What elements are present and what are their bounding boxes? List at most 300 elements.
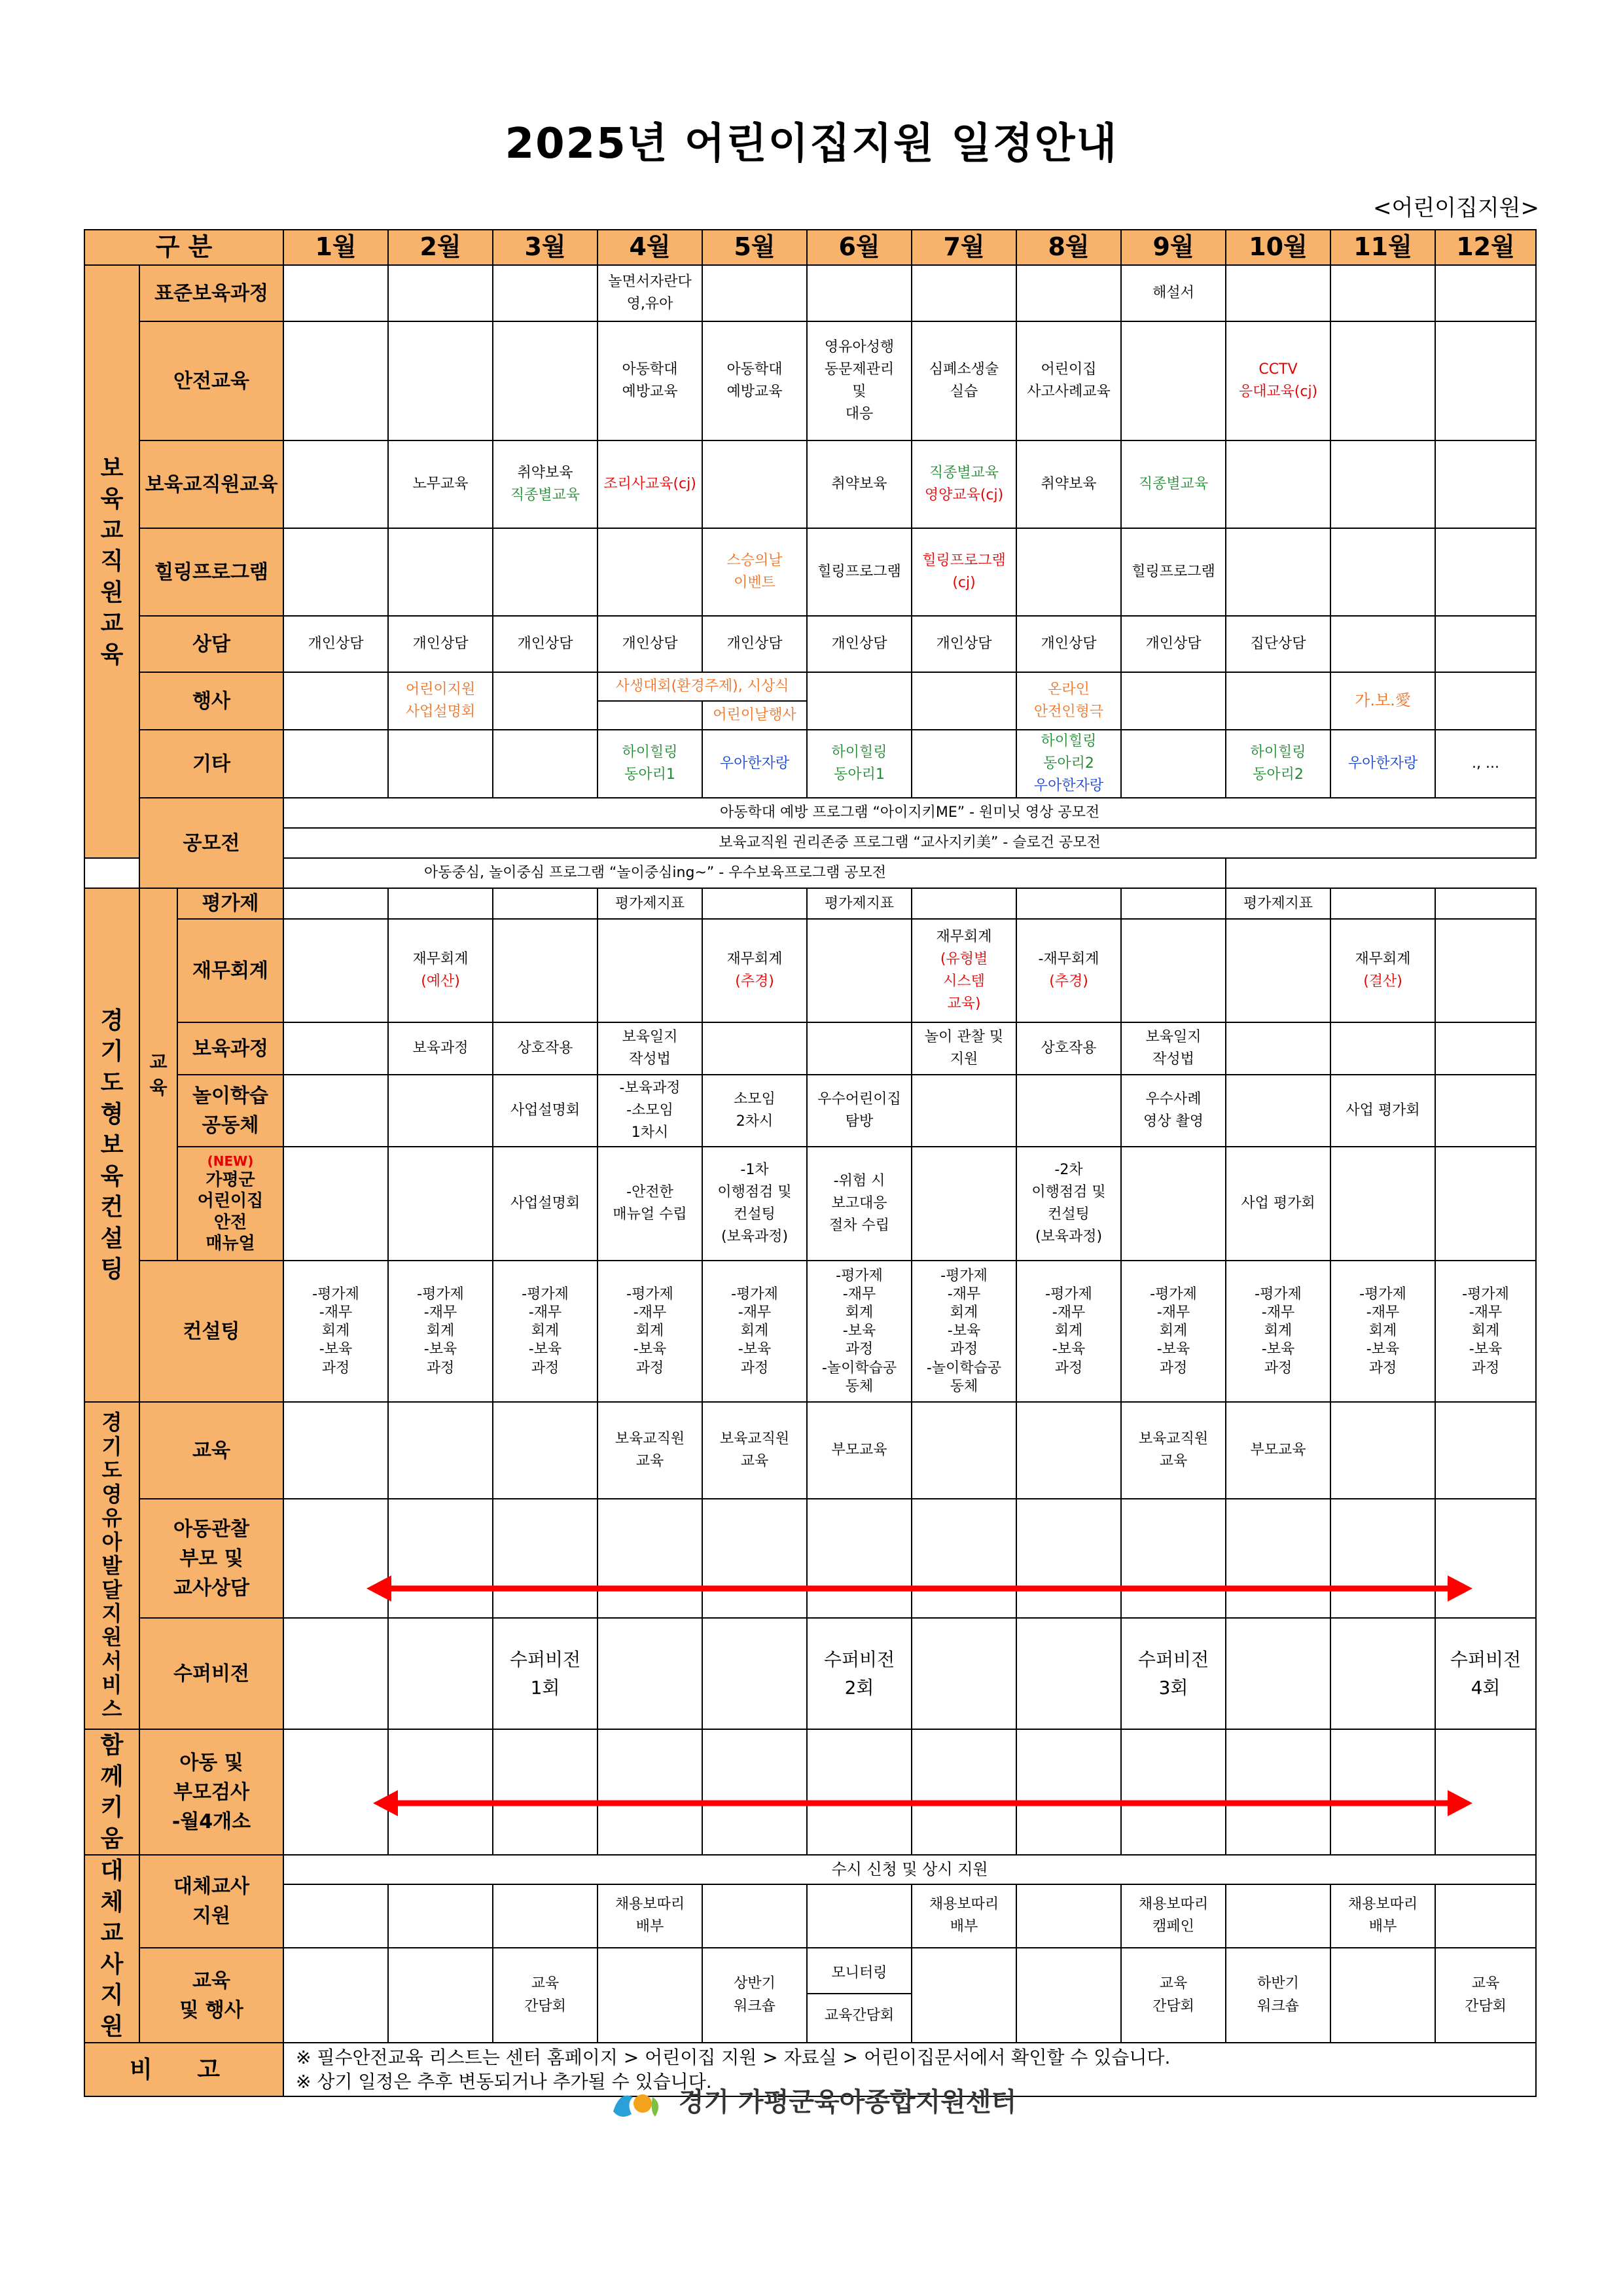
cell [912, 1147, 1016, 1261]
cell [1016, 730, 1121, 798]
cell [388, 730, 493, 798]
cell [1016, 919, 1121, 1022]
cell: -2차 이행점검 및 컨설팅 (보육과정) [1016, 1147, 1121, 1261]
row-supervision [84, 1618, 1536, 1729]
header-month: 12월 [1435, 230, 1536, 265]
cell [283, 1729, 388, 1855]
row-label: 아동 및 부모검사 -월4개소 [139, 1729, 283, 1855]
cell: -평가제 -재무 회계 -보육 과정 [388, 1261, 493, 1402]
cell [807, 672, 912, 730]
remarks-line: ※ 상기 일정은 추후 변동되거나 추가될 수 있습니다. [296, 2071, 712, 2093]
cell: -평가제 -재무 회계 -보육 과정 [1121, 1261, 1226, 1402]
cell [283, 888, 388, 919]
row-sub-teacher-2 [84, 1884, 1536, 1947]
cell: 교육 간담회 [493, 1948, 597, 2043]
cell [1330, 1402, 1435, 1499]
cell: 상호작용 [493, 1022, 597, 1075]
cell [493, 919, 597, 1022]
cell [1016, 1075, 1121, 1147]
cell [1435, 616, 1536, 672]
cell [702, 1729, 807, 1855]
remarks-label: 비 고 [84, 2043, 283, 2096]
cell [597, 1499, 702, 1618]
header-month: 3월 [493, 230, 597, 265]
cell: 부모교육 [807, 1402, 912, 1499]
page-title: 2025년 어린이집지원 일정안내 [505, 120, 1118, 168]
cell [493, 1499, 597, 1618]
cell: 부모교육 [1226, 1402, 1330, 1499]
cell [388, 1402, 493, 1499]
cell: -평가제 -재무 회계 -보육 과정 -놀이학습공 동체 [912, 1261, 1016, 1402]
header-month: 9월 [1121, 230, 1226, 265]
footer-org: 경기 가평군육아종합지원센터 [678, 2087, 1017, 2117]
header-month: 11월 [1330, 230, 1435, 265]
cell [1226, 919, 1330, 1022]
contest-line: 아동학대 예방 프로그램 “아이지키ME” - 원미닛 영상 공모전 [283, 798, 1536, 828]
cell-line: 재무회계 [1355, 951, 1411, 968]
cell [1330, 265, 1435, 321]
cell [493, 672, 597, 730]
cell: -평가제 -재무 회계 -보육 과정 [1330, 1261, 1435, 1402]
cell: 평가제지표 [597, 888, 702, 919]
cell-line: 재무회계 [412, 951, 469, 968]
row-label: 힐링프로그램 [139, 528, 283, 616]
row-healing [84, 528, 1536, 616]
cell: 스승의날 이벤트 [702, 528, 807, 616]
cell [1435, 888, 1536, 919]
cell: 힐링프로그램 [1121, 528, 1226, 616]
cell [807, 1729, 912, 1855]
cell [702, 1499, 807, 1618]
cell-line: 모니터링 [808, 1954, 911, 1994]
cell [1121, 730, 1226, 798]
category-together: 함 께 키 움 [84, 1729, 139, 1855]
row-label: 보육교직원교육 [139, 440, 283, 528]
cell-line: 재무회계 [936, 929, 992, 946]
cell [388, 265, 493, 321]
category-staff-education: 보 육 교 직 원 교 육 [84, 265, 139, 858]
cell [493, 888, 597, 919]
cell: 하반기 워크숍 [1226, 1948, 1330, 2043]
cell: 가.보.愛 [1330, 672, 1435, 730]
cell [1435, 1402, 1536, 1499]
row-label: 기타 [139, 730, 283, 798]
cell: 개인상담 [807, 616, 912, 672]
category-consulting-education: 교 육 [139, 888, 177, 1261]
cell: 개인상담 [702, 616, 807, 672]
row-label: 표준보육과정 [139, 265, 283, 321]
cell [493, 730, 597, 798]
cell [1435, 1075, 1536, 1147]
header-month: 6월 [807, 230, 912, 265]
cell [493, 1884, 597, 1947]
cell: 보육일지 작성법 [1121, 1022, 1226, 1075]
cell: 수퍼비전 3회 [1121, 1618, 1226, 1729]
cell-line: 직종별교육 [510, 487, 580, 503]
cell [1330, 1499, 1435, 1618]
cell: 개인상담 [1121, 616, 1226, 672]
cell [1121, 321, 1226, 440]
cell-line: (추경) [735, 973, 774, 990]
row-label: 컨설팅 [139, 1261, 283, 1402]
cell: 소모임 2차시 [702, 1075, 807, 1147]
cell: 보육교직원 교육 [597, 1402, 702, 1499]
cell [1330, 919, 1435, 1022]
cell [1435, 1499, 1536, 1618]
footer [0, 2081, 1623, 2123]
cell [493, 321, 597, 440]
contest-line: 아동중심, 놀이중심 프로그램 “놀이중심ing~” - 우수보육프로그램 공모전 [84, 858, 1226, 888]
cell [912, 265, 1016, 321]
cell [1330, 1147, 1435, 1261]
row-label: 안전교육 [139, 321, 283, 440]
cell: 노무교육 [388, 440, 493, 528]
cell [388, 888, 493, 919]
cell [493, 1729, 597, 1855]
cell [283, 1884, 388, 1947]
cell: 심폐소생술 실습 [912, 321, 1016, 440]
cell [1226, 1618, 1330, 1729]
cell [1330, 321, 1435, 440]
row-observation [84, 1499, 1536, 1618]
cell [1121, 919, 1226, 1022]
cell [283, 672, 388, 730]
cell [283, 1948, 388, 2043]
cell-line: (결산) [1363, 973, 1402, 990]
header-month: 8월 [1016, 230, 1121, 265]
cell [912, 1402, 1016, 1499]
row-contest-2 [84, 828, 1536, 858]
cell [1121, 1147, 1226, 1261]
cell [1330, 440, 1435, 528]
cell: 수퍼비전 2회 [807, 1618, 912, 1729]
header-month: 5월 [702, 230, 807, 265]
cell: 영유아성행 동문제관리 및 대응 [807, 321, 912, 440]
cell: 놀면서자란다 영,유아 [597, 265, 702, 321]
schedule-table [84, 229, 1537, 2097]
row-label: 행사 [139, 672, 283, 730]
cell [388, 321, 493, 440]
cell: 사생대회(환경주제), 시상식 [597, 672, 807, 701]
row-together [84, 1729, 1536, 1855]
row-etc [84, 730, 1536, 798]
cell: 평가제지표 [807, 888, 912, 919]
cell [807, 1884, 912, 1947]
cell [1226, 1884, 1330, 1947]
cell: 해설서 [1121, 265, 1226, 321]
cell: -평가제 -재무 회계 -보육 과정 [1226, 1261, 1330, 1402]
cell [702, 1022, 807, 1075]
cell [912, 1618, 1016, 1729]
cell [1435, 265, 1536, 321]
row-standard [84, 265, 1536, 321]
cell: 취약보육 [1016, 440, 1121, 528]
cell [1330, 528, 1435, 616]
cell [597, 701, 702, 730]
cell [1435, 1147, 1536, 1261]
cell [807, 1022, 912, 1075]
cell [388, 1075, 493, 1147]
row-event [84, 672, 1536, 701]
cell [283, 528, 388, 616]
row-label: 재무회계 [177, 919, 283, 1022]
cell [1226, 440, 1330, 528]
cell: 하이힐링 동아리1 [597, 730, 702, 798]
cell [912, 672, 1016, 730]
cell: 교육 간담회 [1121, 1948, 1226, 2043]
row-manual [84, 1147, 1536, 1261]
cell [1330, 1022, 1435, 1075]
cell [283, 919, 388, 1022]
cell [1016, 528, 1121, 616]
row-label: 상담 [139, 616, 283, 672]
cell: 개인상담 [912, 616, 1016, 672]
cell [702, 265, 807, 321]
cell: 온라인 안전인형극 [1016, 672, 1121, 730]
cell: 직종별교육 [1121, 440, 1226, 528]
cell [283, 1402, 388, 1499]
cell [1330, 1729, 1435, 1855]
row-finance [84, 919, 1536, 1022]
row-staff [84, 440, 1536, 528]
cell: 채용보따리 캠페인 [1121, 1884, 1226, 1947]
category-substitute: 대 체 교 사 지 원 [84, 1855, 139, 2043]
row-evaluation [84, 888, 1536, 919]
cell [388, 1948, 493, 2043]
cell [1226, 672, 1330, 730]
cell [597, 528, 702, 616]
cell: 수시 신청 및 상시 지원 [283, 1855, 1536, 1884]
cell [702, 1884, 807, 1947]
cell [597, 1948, 702, 2043]
cell [1226, 1499, 1330, 1618]
cell: 사업 평가회 [1330, 1075, 1435, 1147]
row-community [84, 1075, 1536, 1147]
cell [388, 528, 493, 616]
row-label: 놀이학습 공동체 [177, 1075, 283, 1147]
cell: 어린이집 사고사례교육 [1016, 321, 1121, 440]
cell: 취약보육 [807, 440, 912, 528]
cell [283, 1147, 388, 1261]
cell [807, 1499, 912, 1618]
cell: 아동학대 예방교육 [597, 321, 702, 440]
cell [1016, 1618, 1121, 1729]
cell [1121, 888, 1226, 919]
cell [1121, 672, 1226, 730]
category-gg-consulting: 경 기 도 형 보 육 컨 설 팅 [84, 888, 139, 1402]
cell [912, 1499, 1016, 1618]
cell: 개인상담 [493, 616, 597, 672]
row-dev-edu [84, 1402, 1536, 1499]
cell: -평가제 -재무 회계 -보육 과정 [1016, 1261, 1121, 1402]
cell-line: -재무회계 [1038, 951, 1099, 968]
cell: 상호작용 [1016, 1022, 1121, 1075]
row-label: 교육 [139, 1402, 283, 1499]
cell [1016, 265, 1121, 321]
cell [702, 440, 807, 528]
cell: -평가제 -재무 회계 -보육 과정 [493, 1261, 597, 1402]
cell: 놀이 관찰 및 지원 [912, 1022, 1016, 1075]
cell: -평가제 -재무 회계 -보육 과정 -놀이학습공 동체 [807, 1261, 912, 1402]
cell [1330, 1948, 1435, 2043]
cell [388, 1618, 493, 1729]
row-contest-3 [84, 858, 1536, 888]
cell: 개인상담 [597, 616, 702, 672]
cell-line: 재무회계 [726, 951, 783, 968]
cell: 보육일지 작성법 [597, 1022, 702, 1075]
cell [1226, 1729, 1330, 1855]
row-label: 공모전 [139, 798, 283, 888]
cell-line: 교육간담회 [824, 2007, 895, 2024]
row-safety [84, 321, 1536, 440]
row-label-text: 가평군 어린이집 안전 매뉴얼 [197, 1170, 264, 1254]
contest-line: 보육교직원 권리존중 프로그램 “교사지키美” - 슬로건 공모전 [283, 828, 1536, 858]
cell [283, 1499, 388, 1618]
cell [597, 919, 702, 1022]
cell: CCTV 응대교육(cj) [1226, 321, 1330, 440]
row-sub-teacher [84, 1855, 1536, 1884]
cell [1226, 528, 1330, 616]
cell [597, 1729, 702, 1855]
cell: 힐링프로그램 [807, 528, 912, 616]
cell [1226, 1075, 1330, 1147]
cell: 보육교직원 교육 [702, 1402, 807, 1499]
cell: 집단상담 [1226, 616, 1330, 672]
row-label: 대체교사 지원 [139, 1855, 283, 1947]
cell: -평가제 -재무 회계 -보육 과정 [283, 1261, 388, 1402]
cell [283, 265, 388, 321]
row-consulting [84, 1261, 1536, 1402]
cell [283, 321, 388, 440]
cell [1226, 1022, 1330, 1075]
cell: 수퍼비전 4회 [1435, 1618, 1536, 1729]
cell: 우아한자랑 [702, 730, 807, 798]
cell [1435, 440, 1536, 528]
row-contest [84, 798, 1536, 828]
cell [283, 1618, 388, 1729]
cell [283, 730, 388, 798]
cell: 평가제지표 [1226, 888, 1330, 919]
cell: 상반기 워크숍 [702, 1948, 807, 2043]
cell [1435, 321, 1536, 440]
cell [388, 919, 493, 1022]
cell [807, 1948, 912, 2043]
header-row [84, 230, 1536, 265]
cell: -보육과정 -소모임 1차시 [597, 1075, 702, 1147]
cell [1016, 1499, 1121, 1618]
cell [1330, 1618, 1435, 1729]
cell [597, 1618, 702, 1729]
header-month: 4월 [597, 230, 702, 265]
row-curriculum [84, 1022, 1536, 1075]
cell [283, 440, 388, 528]
cell: 수퍼비전 1회 [493, 1618, 597, 1729]
cell [912, 1075, 1016, 1147]
cell-line: 취약보육 [517, 464, 573, 481]
header-division: 구 분 [84, 230, 283, 265]
cell: 우수사례 영상 촬영 [1121, 1075, 1226, 1147]
cell [807, 919, 912, 1022]
cell-line: (추경) [1049, 973, 1088, 990]
cell [1330, 616, 1435, 672]
cell [1330, 888, 1435, 919]
cell: 보육과정 [388, 1022, 493, 1075]
cell [912, 888, 1016, 919]
cell [702, 919, 807, 1022]
cell [493, 528, 597, 616]
header-month: 1월 [283, 230, 388, 265]
row-sub-event [84, 1948, 1536, 2043]
cell: 채용보따리 배부 [597, 1884, 702, 1947]
cell [493, 1402, 597, 1499]
row-counsel [84, 616, 1536, 672]
cell [493, 440, 597, 528]
cell: 어린이날행사 [702, 701, 807, 730]
row-label: 보육과정 [177, 1022, 283, 1075]
cell [388, 1884, 493, 1947]
cell: 개인상담 [1016, 616, 1121, 672]
cell: 개인상담 [388, 616, 493, 672]
cell: ., ... [1435, 730, 1536, 798]
cell-line: 영양교육(cj) [924, 487, 1004, 503]
cell: 어린이지원 사업설명회 [388, 672, 493, 730]
cell: 우아한자랑 [1330, 730, 1435, 798]
cell [1016, 888, 1121, 919]
cell [283, 1022, 388, 1075]
cell [1016, 1729, 1121, 1855]
header-month: 7월 [912, 230, 1016, 265]
cell-line: (예산) [421, 973, 460, 990]
cell: 힐링프로그램(cj) [912, 528, 1016, 616]
cell: 교육 간담회 [1435, 1948, 1536, 2043]
cell [912, 730, 1016, 798]
cell: -평가제 -재무 회계 -보육 과정 [1435, 1261, 1536, 1402]
cell: 개인상담 [283, 616, 388, 672]
cell [702, 1618, 807, 1729]
cell [1435, 528, 1536, 616]
cell [1016, 1402, 1121, 1499]
header-month: 2월 [388, 230, 493, 265]
cell: 사업설명회 [493, 1075, 597, 1147]
cell: -평가제 -재무 회계 -보육 과정 [597, 1261, 702, 1402]
row-label: 수퍼비전 [139, 1618, 283, 1729]
cell: 아동학대 예방교육 [702, 321, 807, 440]
page-subtitle: <어린이집지원> [1372, 195, 1539, 221]
cell [912, 440, 1016, 528]
cell: 하이힐링 동아리1 [807, 730, 912, 798]
remarks-line: ※ 필수안전교육 리스트는 센터 홈페이지 > 어린이집 지원 > 자료실 > 어린이집문서에서 확인할 수 있습니다. [296, 2046, 1171, 2068]
cell-line: 우아한자랑 [1033, 778, 1104, 795]
row-label: 교육 및 행사 [139, 1948, 283, 2043]
cell [1435, 1729, 1536, 1855]
category-gg-development: 경 기 도 영 유 아 발 달 지 원 서 비 스 [84, 1402, 139, 1729]
cell [1435, 919, 1536, 1022]
cell: -안전한 매뉴얼 수립 [597, 1147, 702, 1261]
cell [1121, 1499, 1226, 1618]
cell: -1차 이행점검 및 컨설팅 (보육과정) [702, 1147, 807, 1261]
cell [388, 1499, 493, 1618]
cell [283, 1075, 388, 1147]
cell [388, 1147, 493, 1261]
cell: 채용보따리 배부 [912, 1884, 1016, 1947]
cell [388, 1729, 493, 1855]
cell [1435, 672, 1536, 730]
cell: 조리사교육(cj) [597, 440, 702, 528]
cell: 채용보따리 배부 [1330, 1884, 1435, 1947]
cell-line: 하이힐링 동아리2 [1041, 733, 1097, 772]
cell-line: (유형별 시스템 교육) [940, 951, 988, 1013]
center-logo-icon [607, 2084, 666, 2123]
